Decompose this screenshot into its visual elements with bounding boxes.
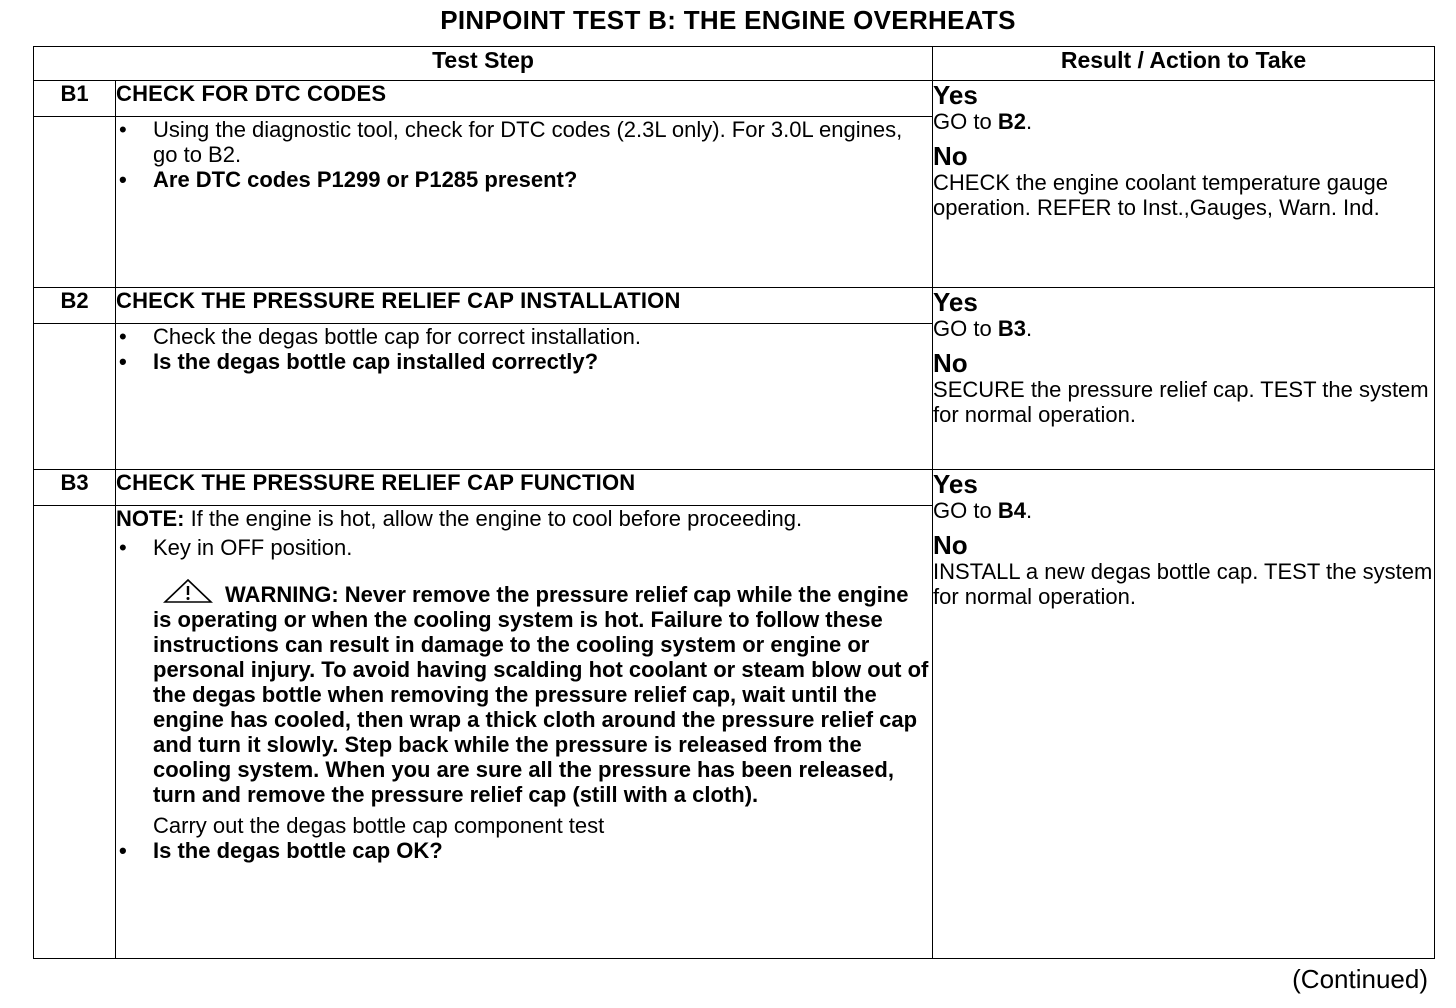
step-b2-title-row [34,288,1435,324]
step-b1-no-action: CHECK the engine coolant temperature gauge operation. REFER to Inst.,Gauges, Warn. Ind. [933,170,1388,220]
step-b2-no-label: No [933,348,968,378]
page-title: PINPOINT TEST B: THE ENGINE OVERHEATS [440,5,1016,35]
step-b3-no-label: No [933,530,968,560]
step-b3-note: NOTE: If the engine is hot, allow the engine to cool before proceeding. [116,506,803,531]
header-result: Result / Action to Take [933,47,1435,81]
list-item: • Key in OFF position. [119,535,353,560]
step-b3-warning: WARNING: Never remove the pressure relief cap while the engine is operating or when the cooling system is hot. Failure to follow these instructions can result in damage to the cooling system or engine or personal injury. To avoid having scalding hot coolant or steam blow out of the degas bottle when removing the pressure relief cap, wait until the engine has cooled, then wrap a thick cloth around the pressure relief cap and turn it slowly. Step back while the pressure is released from the cooling system. When you are sure all the pressure has been released, turn and remove the pressure relief cap (still with a cloth). [153,578,932,807]
step-b3-carry-out: Carry out the degas bottle cap component test [153,813,605,838]
continued-label: (Continued) [1292,964,1428,994]
step-b2-id: B2 [34,288,116,324]
step-b3-id: B3 [34,470,116,506]
step-b3-title-row [34,470,1435,506]
step-b2-result [933,288,1435,470]
list-item: • Are DTC codes P1299 or P1285 present? [119,167,578,192]
step-b2-yes-action: GO to B3. [933,316,1033,341]
step-b2-title: CHECK THE PRESSURE RELIEF CAP INSTALLATION [116,288,933,324]
step-b1-title: CHECK FOR DTC CODES [116,81,933,117]
pinpoint-test-table [33,46,1435,959]
step-b3-title: CHECK THE PRESSURE RELIEF CAP FUNCTION [116,470,933,506]
list-item: • Using the diagnostic tool, check for DTC codes (2.3L only). For 3.0L engines, go to B2. [119,117,903,167]
list-item: • Is the degas bottle cap installed correctly? [119,349,599,374]
step-b1-result [933,81,1435,288]
warning-triangle-icon [163,578,213,604]
header-test-step: Test Step [34,47,933,81]
step-b3-yes-action: GO to B4. [933,498,1033,523]
step-b2-body [116,324,933,470]
list-item: • Check the degas bottle cap for correct installation. [119,324,641,349]
header-row [34,47,1435,81]
step-b1-title-row [34,81,1435,117]
step-b3-body [116,506,933,959]
step-b3-result [933,470,1435,959]
step-b2-yes-label: Yes [933,287,978,317]
step-b1-yes-action: GO to B2. [933,109,1033,134]
step-b1-body [116,117,933,288]
step-b1-no-label: No [933,141,968,171]
list-item: • Is the degas bottle cap OK? [119,838,443,863]
step-b1-id: B1 [34,81,116,117]
step-b3-no-action: INSTALL a new degas bottle cap. TEST the system for normal operation. [933,559,1433,609]
step-b2-no-action: SECURE the pressure relief cap. TEST the system for normal operation. [933,377,1429,427]
step-b1-yes-label: Yes [933,80,978,110]
step-b3-yes-label: Yes [933,469,978,499]
